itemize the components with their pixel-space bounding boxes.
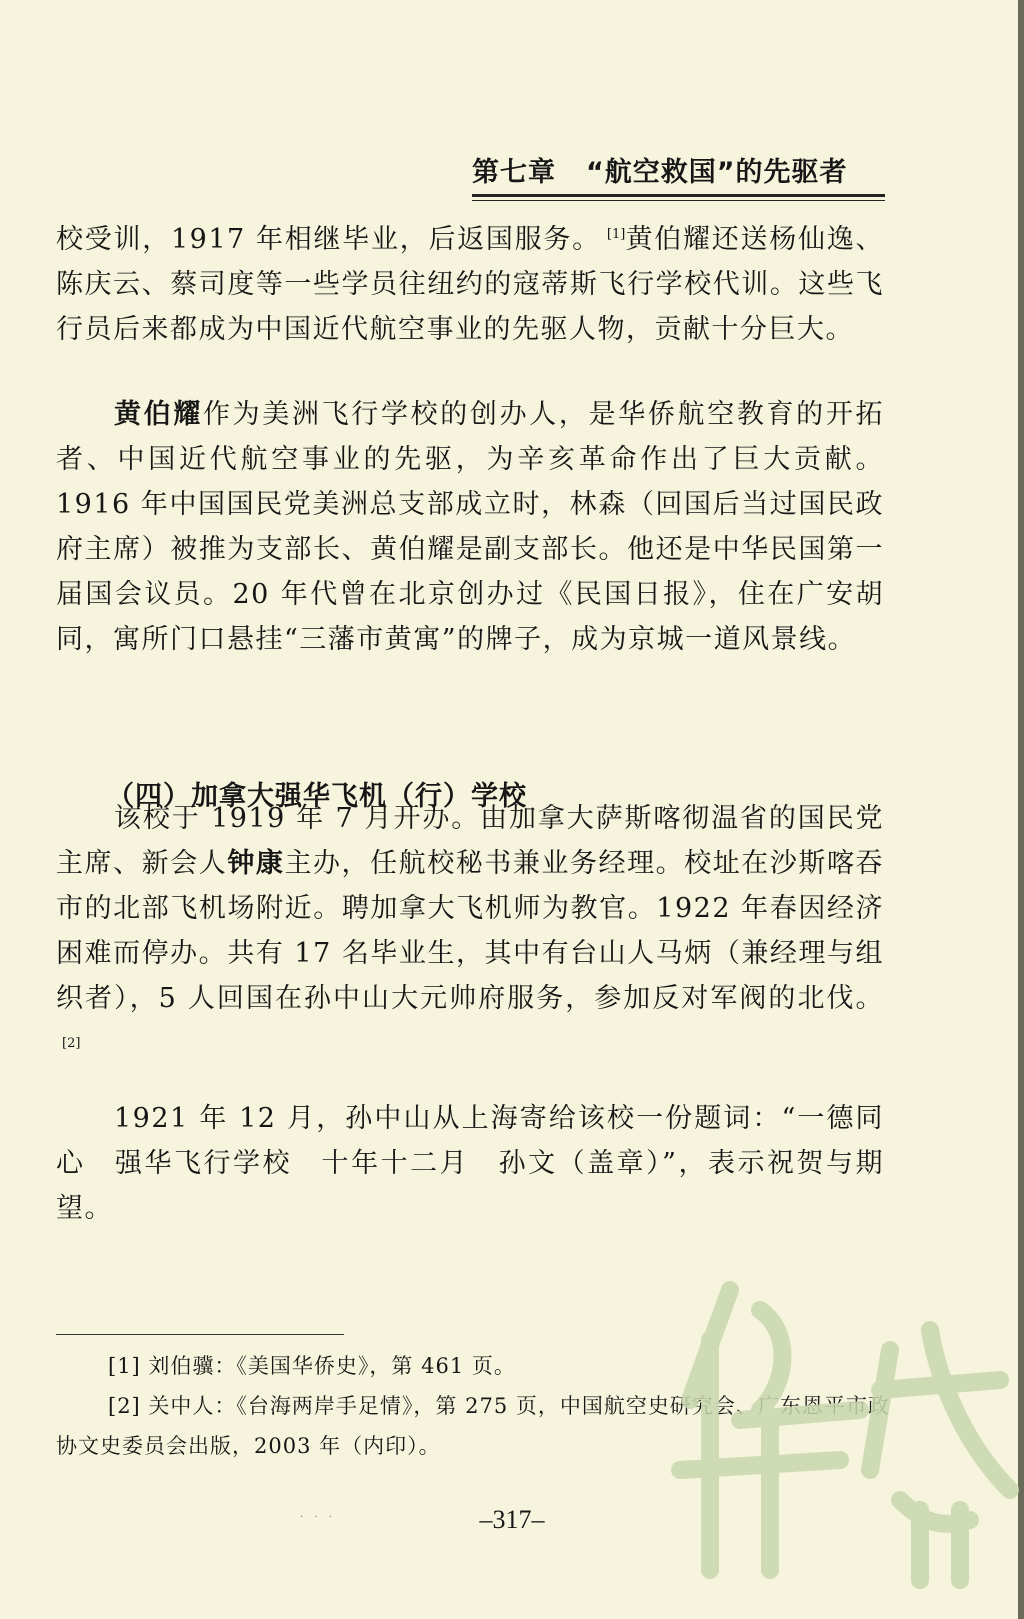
person-name-zhong: 钟康 xyxy=(227,848,285,879)
person-name-huang: 黄伯耀 xyxy=(114,399,203,430)
paragraph-1-text: 校受训，1917 年相继毕业，后返国服务。 xyxy=(56,224,601,255)
paragraph-2 xyxy=(56,392,884,662)
paragraph-3-text-2: 主办，任航校秘书兼业务经理。校址在沙斯喀吞市的北部飞机场附近。聘加拿大飞机师为教官。1922 年春因经济困难而停办。共有 17 名毕业生，其中有台山人马炳（兼经理与组织者），5 人回国在孙中山大元帅府服务，参加反对军阀的北伐。 xyxy=(56,848,885,1014)
paragraph-2-text: 作为美洲飞行学校的创办人，是华侨航空教育的开拓者、中国近代航空事业的先驱，为辛亥革命作出了巨大贡献。1916 年中国国民党美洲总支部成立时，林森（回国后当过国民政府主席）被推为支部长、黄伯耀是副支部长。他还是中华民国第一届国会议员。20 年代曾在北京创办过《民国日报》，住在广安胡同，寓所门口悬挂“三藩市黄寓”的牌子，成为京城一道风景线。 xyxy=(56,399,885,655)
footnote-ref-2: [2] xyxy=(62,1036,81,1051)
paragraph-3-text: 该校于 1919 年 7 月开办。由加拿大萨斯喀彻温省的国民党主席、新会人 xyxy=(56,803,884,879)
footnote-rule xyxy=(56,1334,344,1335)
header-rule-thin xyxy=(472,200,885,201)
section-heading: （四）加拿大强华飞机（行）学校 xyxy=(107,781,527,812)
paragraph-4-text: 1921 年 12 月，孙中山从上海寄给该校一份题词：“一德同心 强华飞行学校 十年十二月 孙文（盖章）”，表示祝贺与期望。 xyxy=(56,1103,884,1224)
chapter-title: “航空救国”的先驱者 xyxy=(586,157,848,188)
paragraph-4 xyxy=(56,1096,884,1231)
footnote-2: [2] 关中人：《台海两岸手足情》，第 275 页，中国航空史研究会、广东恩平市政协文史委员会出版，2003 年（内印）。 xyxy=(56,1394,890,1458)
footnote-ref-1: [1] xyxy=(606,227,626,242)
footnote-1: [1] 刘伯骥：《美国华侨史》，第 461 页。 xyxy=(108,1354,516,1378)
paragraph-1 xyxy=(56,212,884,352)
header-rule xyxy=(472,194,885,197)
chapter-number: 第七章 xyxy=(472,157,556,188)
running-head xyxy=(472,150,848,189)
paragraph-1-text-2: 黄伯耀还送杨仙逸、陈庆云、蔡司度等一些学员往纽约的寇蒂斯飞行学校代训。这些飞行员后来都成为中国近代航空事业的先驱人物，贡献十分巨大。 xyxy=(56,224,885,345)
page-number: –317– xyxy=(479,1505,545,1534)
scan-specks: · · · xyxy=(300,1512,336,1523)
paragraph-3 xyxy=(56,796,884,1071)
